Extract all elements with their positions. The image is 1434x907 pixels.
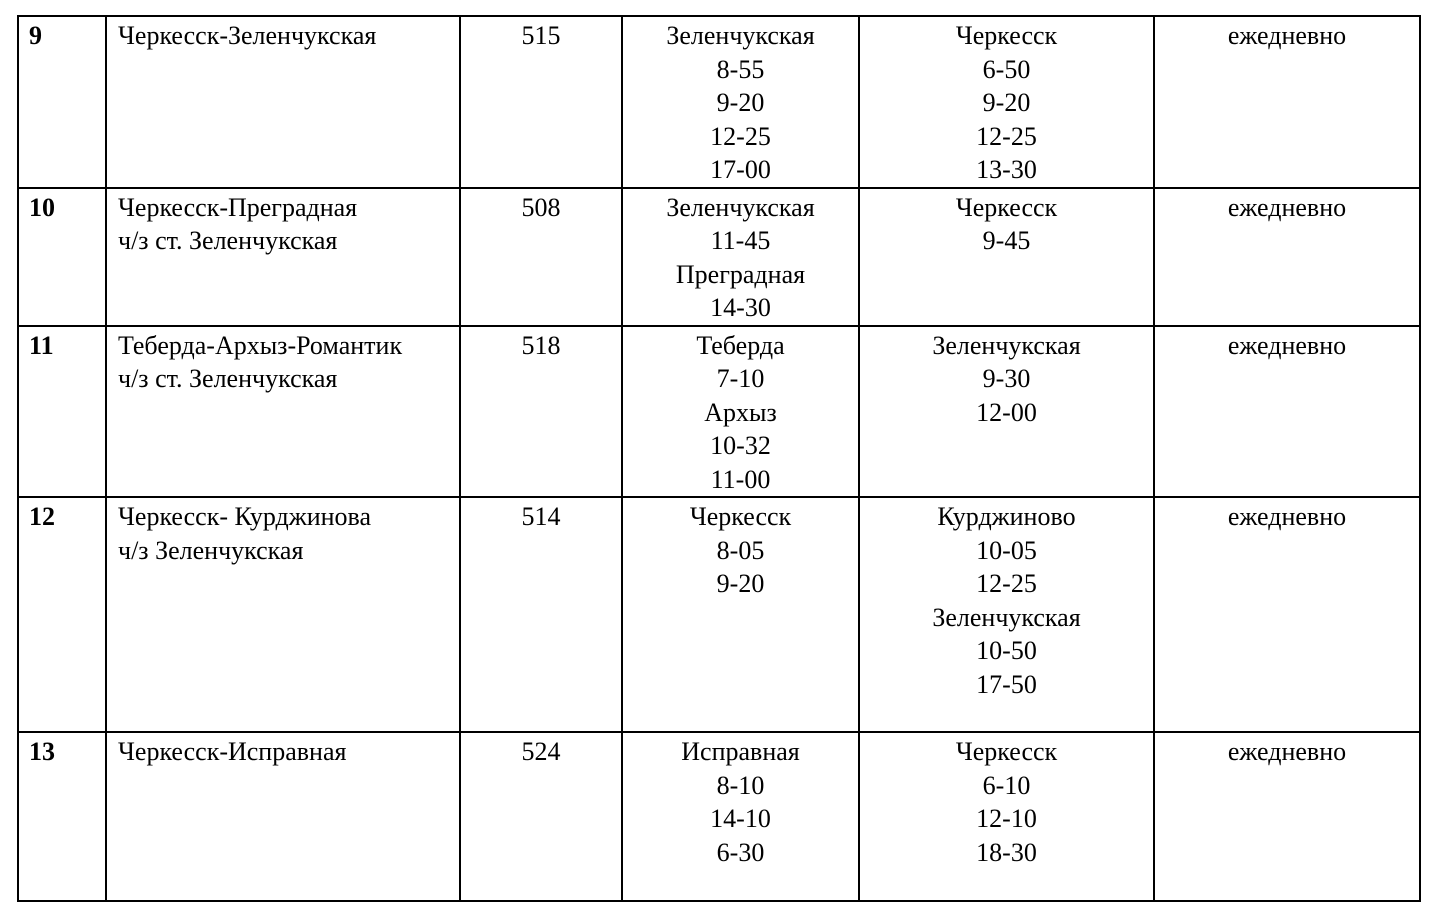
table-row	[18, 188, 1420, 326]
departure-cell	[622, 188, 859, 326]
days-of-operation: ежедневно	[1227, 502, 1347, 531]
arrival-line: 12-00	[976, 397, 1037, 427]
days-of-operation: ежедневно	[1227, 737, 1347, 766]
route-number-cell	[18, 16, 106, 188]
route-number-cell	[18, 188, 106, 326]
arrival-line: 9-20	[982, 88, 1031, 117]
departure-line: Зеленчукская	[666, 21, 815, 50]
arrival-cell	[859, 326, 1154, 498]
arrival-line: 13-30	[976, 155, 1037, 184]
schedule-table	[17, 15, 1421, 902]
route-number-cell	[18, 732, 106, 901]
arrival-line: 9-30	[982, 364, 1031, 393]
route-number: 13	[29, 737, 55, 766]
days-cell	[1154, 732, 1420, 901]
route-code: 508	[521, 192, 561, 222]
arrival-line: 12-25	[976, 121, 1037, 151]
days-cell	[1154, 497, 1420, 732]
arrival-line: Черкесск	[955, 737, 1058, 766]
arrival-line: 12-10	[976, 804, 1037, 833]
route-code-cell	[460, 16, 622, 188]
arrival-line: Зеленчукская	[932, 330, 1081, 360]
days-cell	[1154, 16, 1420, 188]
route-name-line: ч/з ст. Зеленчукская	[118, 364, 338, 393]
departure-cell	[622, 326, 859, 498]
departure-line: Зеленчукская	[666, 192, 815, 222]
route-number-cell	[18, 497, 106, 732]
route-name-cell	[106, 497, 460, 732]
route-name-line: Теберда-Архыз-Романтик	[118, 330, 403, 360]
days-of-operation: ежедневно	[1227, 21, 1347, 50]
arrival-line: Черкесск	[955, 192, 1058, 222]
days-of-operation: ежедневно	[1227, 330, 1347, 360]
route-number-cell	[18, 326, 106, 498]
arrival-line: 17-50	[976, 669, 1037, 699]
departure-line: 9-20	[716, 88, 765, 117]
departure-line: Архыз	[704, 397, 777, 427]
route-code-cell	[460, 326, 622, 498]
arrival-line: 10-05	[976, 535, 1037, 565]
departure-cell	[622, 497, 859, 732]
route-name-line: Черкесск- Курджинова	[118, 502, 372, 531]
route-code: 518	[521, 330, 561, 360]
route-code: 524	[521, 737, 561, 766]
departure-line: Исправная	[681, 737, 800, 766]
arrival-cell	[859, 188, 1154, 326]
route-name-cell	[106, 326, 460, 498]
departure-line: 14-30	[710, 293, 771, 322]
days-cell	[1154, 188, 1420, 326]
arrival-line: Курджиново	[937, 502, 1076, 531]
table-row	[18, 732, 1420, 901]
arrival-line: 9-45	[982, 226, 1031, 255]
departure-line: 9-20	[716, 569, 765, 598]
arrival-cell	[859, 16, 1154, 188]
departure-line: 8-55	[716, 54, 765, 84]
arrival-line: 6-50	[982, 54, 1031, 84]
route-code-cell	[460, 732, 622, 901]
departure-cell	[622, 732, 859, 901]
route-number: 9	[29, 21, 42, 50]
route-name-line: ч/з Зеленчукская	[118, 535, 304, 565]
route-code: 514	[521, 502, 561, 531]
departure-line: 17-00	[710, 155, 771, 184]
arrival-line: 12-25	[976, 569, 1037, 598]
departure-line: 10-32	[710, 431, 771, 460]
route-name-line: Черкесск-Преградная	[118, 192, 358, 222]
table-row	[18, 16, 1420, 188]
arrival-cell	[859, 497, 1154, 732]
departure-line: 8-05	[716, 535, 765, 565]
departure-line: 7-10	[716, 364, 765, 393]
departure-line: 11-45	[710, 226, 771, 255]
route-name-cell	[106, 16, 460, 188]
route-number: 10	[29, 192, 55, 222]
days-cell	[1154, 326, 1420, 498]
departure-line: 11-00	[710, 464, 771, 494]
arrival-line: 10-50	[976, 636, 1037, 665]
table-row	[18, 497, 1420, 732]
departure-line: 6-30	[716, 837, 765, 867]
arrival-line: 18-30	[976, 837, 1037, 867]
route-name-line: Черкесск-Исправная	[118, 737, 347, 766]
route-name-line: Черкесск-Зеленчукская	[118, 21, 377, 50]
route-number: 11	[29, 330, 54, 360]
route-code: 515	[521, 21, 561, 50]
departure-line: 12-25	[710, 121, 771, 151]
departure-line: Преградная	[675, 259, 806, 289]
route-code-cell	[460, 188, 622, 326]
departure-line: 14-10	[710, 804, 771, 833]
departure-line: Теберда	[696, 330, 785, 360]
route-number: 12	[29, 502, 55, 531]
arrival-line: 6-10	[982, 770, 1031, 800]
arrival-cell	[859, 732, 1154, 901]
table-row	[18, 326, 1420, 498]
departure-cell	[622, 16, 859, 188]
days-of-operation: ежедневно	[1227, 192, 1347, 222]
departure-line: Черкесск	[689, 502, 792, 531]
departure-line: 8-10	[716, 770, 765, 800]
schedule-table-body	[18, 16, 1420, 901]
arrival-line: Черкесск	[955, 21, 1058, 50]
route-code-cell	[460, 497, 622, 732]
route-name-cell	[106, 732, 460, 901]
route-name-cell	[106, 188, 460, 326]
arrival-line: Зеленчукская	[932, 602, 1081, 632]
route-name-line: ч/з ст. Зеленчукская	[118, 226, 338, 255]
